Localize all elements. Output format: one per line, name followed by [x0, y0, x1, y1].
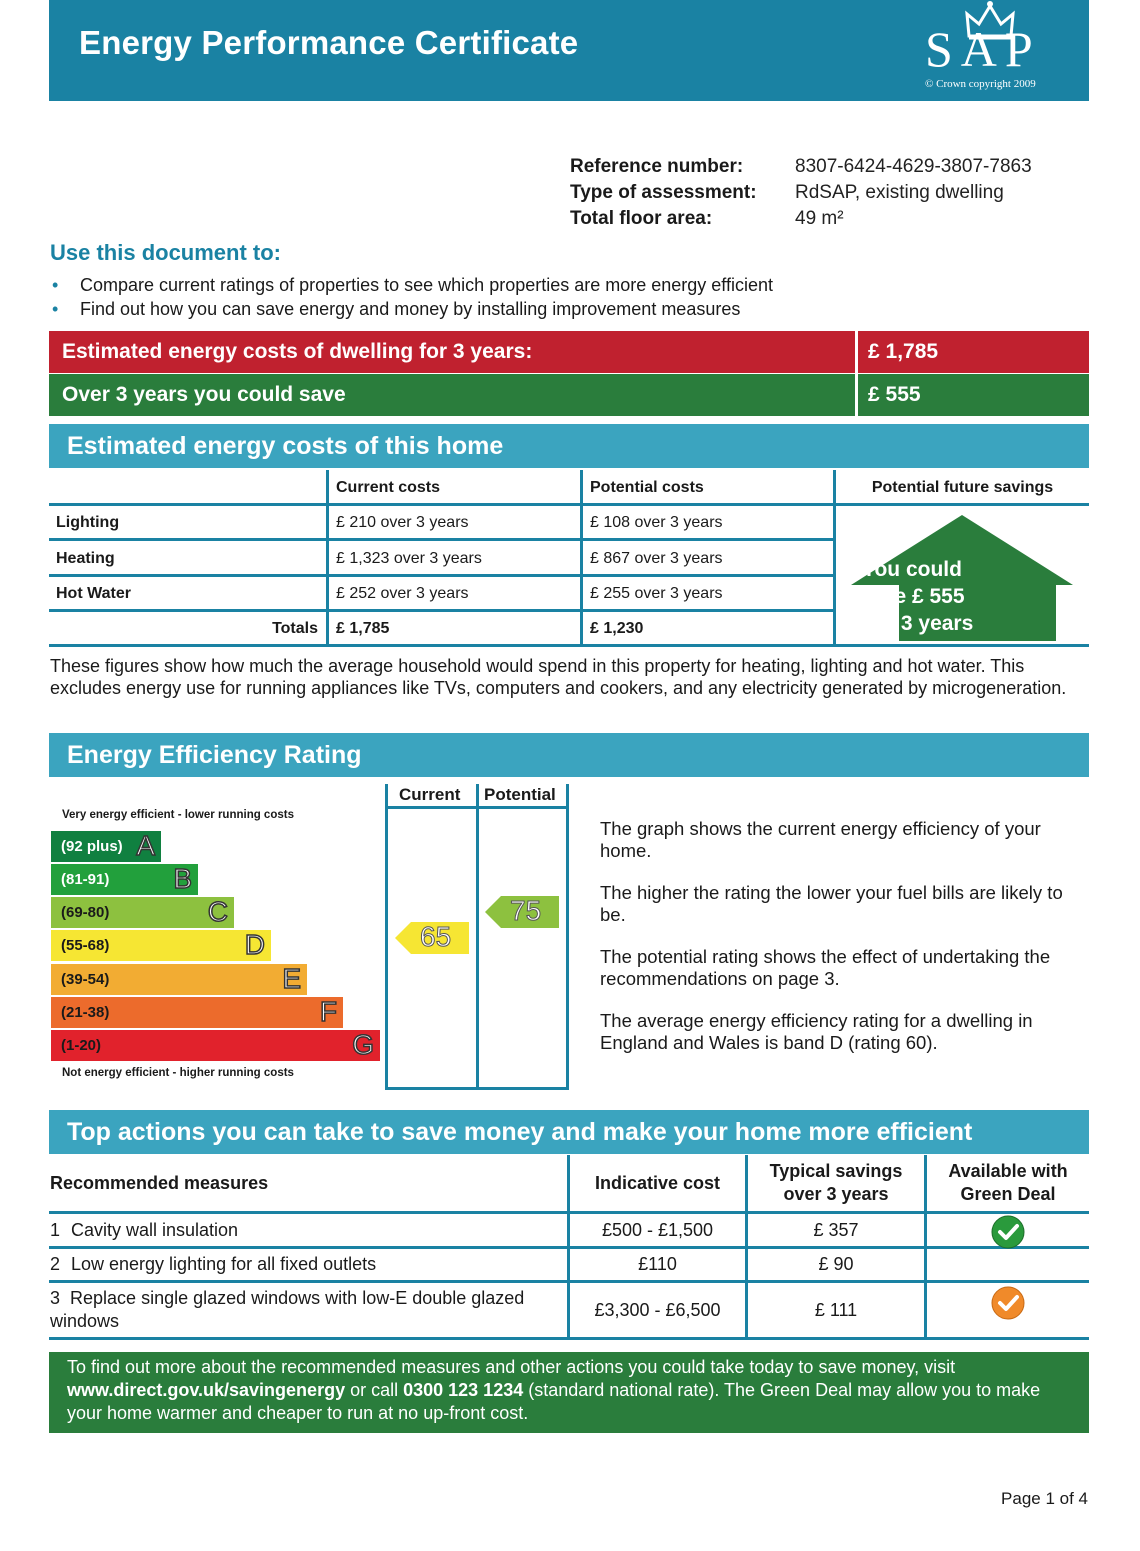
totals-current: £ 1,785: [336, 619, 390, 637]
table-row-measure: [50, 1214, 565, 1246]
measure-text: Cavity wall insulation: [71, 1219, 239, 1240]
saving-label: Over 3 years you could save: [62, 383, 346, 406]
green-deal-check-icon: [991, 1286, 1025, 1320]
divider: [385, 784, 388, 1090]
measure-number: 1: [50, 1219, 61, 1240]
list-item-text: Compare current ratings of properties to see which properties are more energy efficient: [80, 274, 774, 295]
header-green-deal: [927, 1155, 1089, 1211]
rating-columns: [385, 784, 569, 1090]
use-document-title: Use this document to:: [50, 240, 282, 265]
actions-table: [49, 1155, 1089, 1340]
explanation-paragraph: The average energy efficiency rating for a dwelling in England and Wales is band D (rating 60).: [600, 1010, 1033, 1053]
costs-note: These figures show how much the average household would spend in this property for heating, lighting and hot water. This excludes energy use for running appliances like TVs, computers and cookers, and any electricity generated by microgeneration.: [50, 656, 1067, 698]
floor-area-value: 49 m²: [795, 208, 844, 229]
band-letter: E: [282, 963, 301, 994]
actions-section-header: Top actions you can take to save money and make your home more efficient: [49, 1110, 1089, 1154]
page-number: Page 1 of 4: [1001, 1489, 1088, 1508]
measure-saving: £ 111: [814, 1299, 858, 1320]
info-text: or call: [345, 1380, 404, 1400]
costs-section-header: Estimated energy costs of this home: [49, 424, 1089, 468]
savings-line: You could: [862, 558, 962, 581]
measure-number: 2: [50, 1253, 61, 1274]
reference-block: [570, 156, 1032, 234]
header-savings-line: over 3 years: [783, 1184, 889, 1204]
saving-bar: [49, 374, 1089, 416]
row-label-hot-water: Hot Water: [56, 584, 131, 602]
header-current-costs: Current costs: [336, 478, 441, 496]
info-box: [49, 1352, 1089, 1433]
measure-cost: £110: [638, 1253, 677, 1274]
savings-line: save £ 555: [859, 585, 965, 608]
bullet-icon: •: [52, 274, 59, 295]
band-letter: B: [173, 863, 192, 894]
band-f: [51, 997, 343, 1028]
band-range: (69-80): [61, 904, 110, 921]
list-item: [50, 273, 773, 297]
estimated-cost-value: £ 1,785: [855, 331, 1089, 373]
hot-water-current: £ 252 over 3 years: [336, 584, 469, 602]
band-b: [51, 864, 198, 895]
lighting-current: £ 210 over 3 years: [336, 513, 469, 531]
band-range: (1-20): [61, 1037, 102, 1054]
top-caption: Very energy efficient - lower running costs: [62, 809, 294, 821]
table-row-measure: [50, 1283, 565, 1337]
green-deal-check-icon: [991, 1215, 1025, 1249]
band-letter: F: [319, 996, 337, 1027]
band-letter: G: [352, 1029, 374, 1060]
use-document-list: [50, 273, 773, 321]
saving-value: £ 555: [855, 374, 1089, 416]
header-potential-costs: Potential costs: [590, 478, 704, 496]
bullet-icon: •: [52, 298, 59, 319]
assessment-value: RdSAP, existing dwelling: [795, 182, 1004, 203]
lighting-potential: £ 108 over 3 years: [590, 513, 723, 531]
measure-cost: £500 - £1,500: [601, 1219, 714, 1240]
logo-copyright: © Crown copyright 2009: [925, 78, 1036, 90]
measure-text: Replace single glazed windows with low-E double glazed windows: [50, 1288, 525, 1331]
current-rating-value: 65: [420, 921, 452, 952]
estimated-cost-bar: [49, 331, 1089, 373]
assessment-label: Type of assessment:: [570, 182, 757, 203]
heating-current: £ 1,323 over 3 years: [336, 549, 482, 567]
band-letter: D: [244, 929, 265, 960]
explanation-paragraph: The potential rating shows the effect of undertaking the recommendations on page 3.: [600, 946, 1051, 989]
row-label-lighting: Lighting: [56, 513, 120, 531]
header-savings: [748, 1155, 924, 1211]
info-text: To find out more about the recommended measures and other actions you could take today to save money, visit: [67, 1357, 956, 1377]
band-letter: A: [136, 830, 155, 861]
divider: [476, 784, 479, 1090]
info-link[interactable]: www.direct.gov.uk/savingenergy: [67, 1380, 346, 1400]
list-item-text: Find out how you can save energy and money by installing improvement measures: [80, 298, 741, 319]
logo-text: SAP: [925, 21, 1041, 77]
divider: [385, 1087, 569, 1090]
totals-potential: £ 1,230: [590, 619, 644, 637]
divider: [49, 1337, 1089, 1340]
band-range: (81-91): [61, 871, 110, 888]
band-a: [51, 831, 161, 862]
assessment-row: [570, 182, 1032, 208]
bottom-caption: Not energy efficient - higher running costs: [62, 1067, 294, 1079]
band-g: [51, 1030, 380, 1061]
header-banner: [49, 0, 1089, 101]
totals-label: Totals: [272, 619, 318, 637]
header-green-deal-line: Green Deal: [960, 1184, 1056, 1204]
explanation-paragraph: The graph shows the current energy efficiency of your home.: [600, 818, 1041, 861]
heating-potential: £ 867 over 3 years: [590, 549, 723, 567]
reference-label: Reference number:: [570, 156, 744, 177]
header-savings-line: Typical savings: [769, 1161, 903, 1181]
info-phone: 0300 123 1234: [403, 1380, 524, 1400]
potential-column-header: Potential: [484, 785, 556, 804]
header-cost: Indicative cost: [594, 1172, 721, 1193]
efficiency-explanation: [600, 818, 1090, 1074]
measure-text: Low energy lighting for all fixed outlets: [71, 1253, 377, 1274]
list-item: [50, 297, 773, 321]
row-label-heating: Heating: [56, 549, 115, 567]
band-range: (39-54): [61, 971, 110, 988]
explanation-paragraph: The higher the rating the lower your fuel bills are likely to be.: [600, 882, 1063, 925]
header-future-savings: Potential future savings: [871, 478, 1054, 496]
band-c: [51, 897, 234, 928]
band-d: [51, 930, 271, 961]
band-range: (92 plus): [61, 838, 123, 855]
current-column-header: Current: [399, 785, 461, 804]
floor-area-label: Total floor area:: [570, 208, 713, 229]
savings-line: over 3 years: [850, 612, 974, 635]
reference-row: [570, 156, 1032, 182]
measure-cost: £3,300 - £6,500: [594, 1299, 721, 1320]
header-measures: Recommended measures: [50, 1172, 269, 1193]
potential-rating-value: 75: [510, 895, 542, 926]
measure-saving: £ 90: [818, 1253, 854, 1274]
band-e: [51, 964, 307, 995]
header-green-deal-line: Available with: [948, 1161, 1068, 1181]
divider: [566, 784, 569, 1090]
band-letter: C: [207, 896, 228, 927]
info-text: (standard national rate). The Green Deal may allow you to make your home warmer and cheaper to run at no up-front cost.: [67, 1380, 1041, 1423]
floor-area-row: [570, 208, 1032, 234]
page-title: Energy Performance Certificate: [79, 24, 579, 61]
rating-bands: [49, 784, 387, 1088]
band-range: (21-38): [61, 1004, 110, 1021]
sap-logo: [921, 0, 1061, 101]
estimated-cost-label: Estimated energy costs of dwelling for 3 years:: [62, 340, 533, 363]
efficiency-section-header: Energy Efficiency Rating: [49, 733, 1089, 777]
band-range: (55-68): [61, 937, 110, 954]
hot-water-potential: £ 255 over 3 years: [590, 584, 723, 602]
reference-value: 8307-6424-4629-3807-7863: [795, 156, 1032, 177]
measure-saving: £ 357: [813, 1219, 859, 1240]
savings-house-text: [832, 556, 992, 637]
table-row-measure: [50, 1248, 565, 1280]
divider: [385, 806, 569, 809]
measure-number: 3: [50, 1288, 61, 1308]
